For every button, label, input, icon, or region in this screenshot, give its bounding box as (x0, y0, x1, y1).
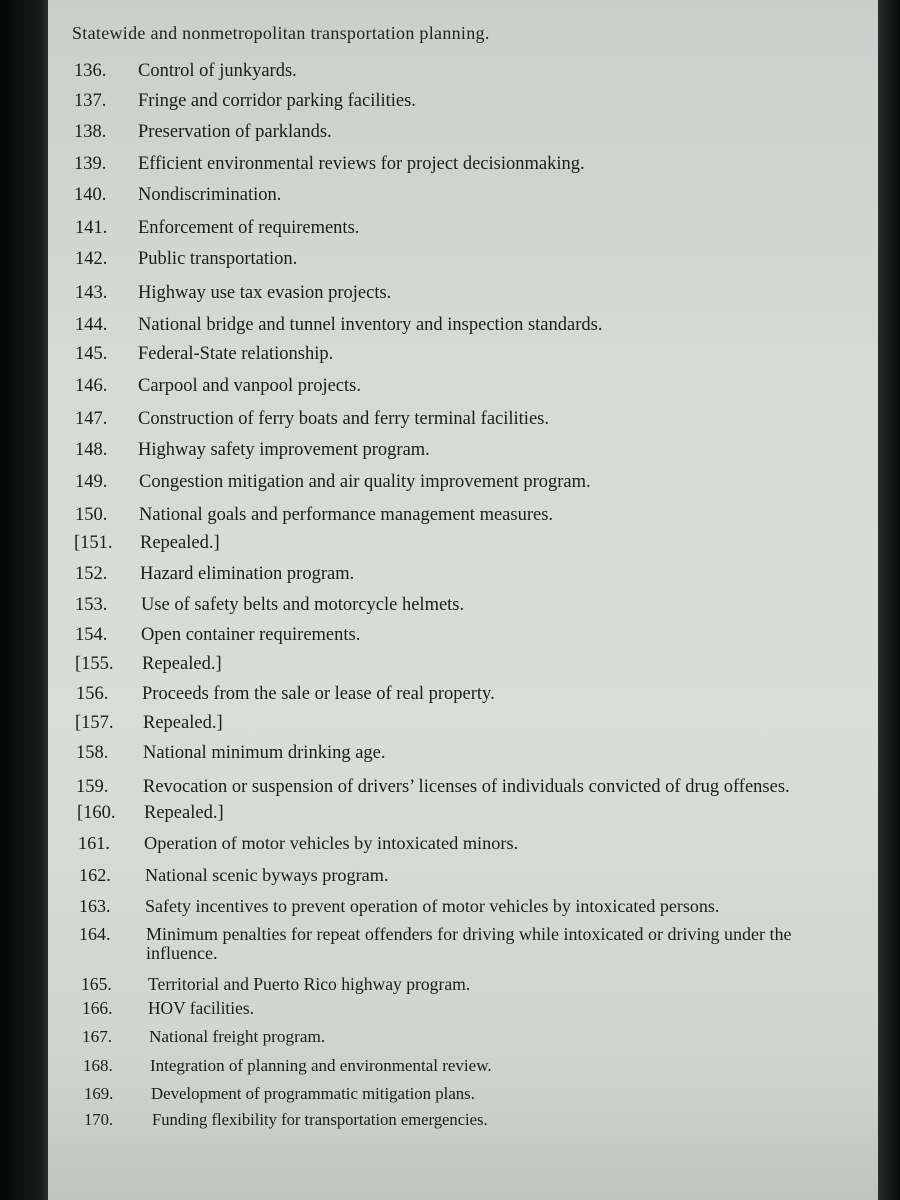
section-number: 149. (75, 472, 108, 492)
section-number: 162. (79, 865, 111, 885)
section-number: 164. (79, 924, 111, 944)
section-title: Highway use tax evasion projects. (138, 283, 392, 303)
section-title: Preservation of parklands. (138, 122, 332, 142)
section-number: 150. (75, 505, 108, 525)
section-number: 156. (76, 684, 109, 704)
section-title: Use of safety belts and motorcycle helmets. (141, 595, 465, 615)
section-title: Enforcement of requirements. (138, 218, 360, 238)
section-number: 140. (74, 185, 107, 205)
section-number: 153. (75, 595, 108, 615)
section-title: HOV facilities. (148, 998, 254, 1018)
section-number: 167. (82, 1027, 113, 1046)
section-number: [151. (74, 533, 113, 553)
section-title: Efficient environmental reviews for project decisionmaking. (138, 154, 585, 174)
section-number: 166. (82, 998, 113, 1018)
section-number: 137. (74, 91, 107, 111)
document-page (48, 0, 878, 1200)
section-title: Congestion mitigation and air quality improvement program. (139, 472, 591, 492)
section-title: Hazard elimination program. (140, 564, 355, 584)
section-number: 143. (75, 283, 108, 303)
section-number: 158. (76, 743, 109, 763)
section-title: Minimum penalties for repeat offenders for driving while intoxicated or driving under the influence. (146, 924, 792, 963)
section-title: Funding flexibility for transportation emergencies. (152, 1110, 488, 1129)
section-title: Safety incentives to prevent operation of motor vehicles by intoxicated persons. (145, 896, 720, 916)
section-number: 138. (74, 122, 107, 142)
section-number: 152. (75, 564, 108, 584)
screen-bezel-right (878, 0, 900, 1200)
section-number: [155. (75, 654, 114, 674)
section-title: Repealed.] (144, 803, 224, 823)
section-number: 161. (78, 833, 110, 853)
section-number: 136. (74, 61, 107, 81)
section-number: 154. (75, 625, 108, 645)
cut-off-text: Statewide and nonmetropolitan transportation planning. (72, 23, 490, 43)
section-number: 168. (83, 1056, 113, 1075)
section-title: Construction of ferry boats and ferry terminal facilities. (138, 409, 549, 429)
section-title: Territorial and Puerto Rico highway program. (148, 974, 471, 994)
section-title: Federal-State relationship. (138, 344, 334, 364)
section-title: Proceeds from the sale or lease of real property. (142, 684, 495, 704)
section-number: 169. (84, 1084, 114, 1103)
section-title: Repealed.] (142, 654, 222, 674)
section-title: Development of programmatic mitigation plans. (151, 1084, 475, 1103)
section-number: [160. (77, 803, 116, 823)
section-number: [157. (75, 713, 114, 733)
section-title: Revocation or suspension of drivers’ licenses of individuals convicted of drug offenses. (143, 777, 790, 797)
section-number: 165. (81, 974, 112, 994)
section-title: Control of junkyards. (138, 61, 297, 81)
section-number: 170. (84, 1110, 114, 1129)
section-number: 145. (75, 344, 108, 364)
section-number: 144. (75, 315, 108, 335)
cut-off-line (72, 23, 632, 46)
section-title: National scenic byways program. (145, 865, 389, 885)
section-title: Repealed.] (143, 713, 223, 733)
section-number: 141. (75, 218, 108, 238)
section-number: 146. (75, 376, 108, 396)
section-title: National goals and performance management measures. (139, 505, 554, 525)
section-title: National freight program. (149, 1027, 326, 1046)
section-title: Highway safety improvement program. (138, 440, 430, 460)
section-title: National minimum drinking age. (143, 743, 386, 763)
section-number: 148. (75, 440, 108, 460)
section-number: 142. (75, 249, 108, 269)
section-title: Public transportation. (138, 249, 298, 269)
section-title: Repealed.] (140, 533, 220, 553)
section-title: Nondiscrimination. (138, 185, 282, 205)
section-number: 159. (76, 777, 109, 797)
section-number: 163. (79, 896, 111, 916)
section-title: Operation of motor vehicles by intoxicated minors. (144, 833, 519, 853)
screen-bezel-left (0, 0, 48, 1200)
section-number: 147. (75, 409, 108, 429)
section-title: Fringe and corridor parking facilities. (138, 91, 416, 111)
section-number: 139. (74, 154, 107, 174)
section-title: Open container requirements. (141, 625, 361, 645)
section-title: Integration of planning and environmental review. (150, 1056, 492, 1075)
section-title: Carpool and vanpool projects. (138, 376, 361, 396)
section-title: National bridge and tunnel inventory and inspection standards. (138, 315, 603, 335)
